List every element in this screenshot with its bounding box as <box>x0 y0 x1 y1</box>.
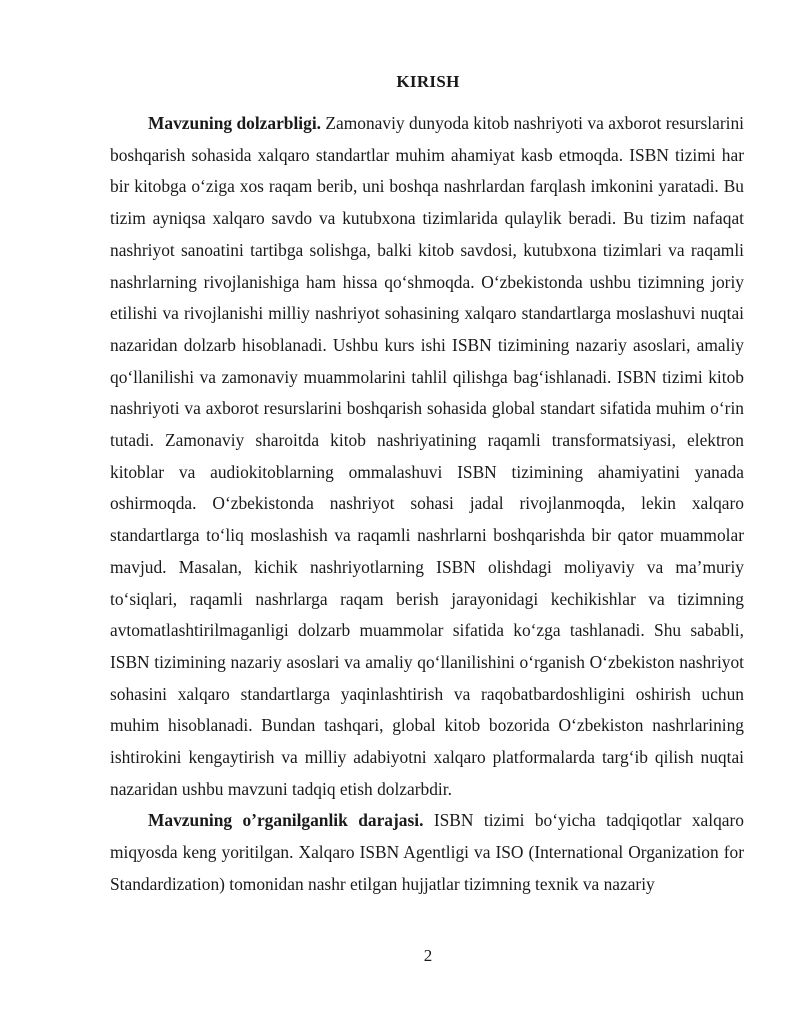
page-number: 2 <box>423 946 433 965</box>
paragraph-text: ISBN tizimi bo‘yicha tadqiqotlar xalqaro miqyosda keng yoritilgan. Xalqaro ISBN Agentligi va ISO (International Organization for Standardization) tomonidan nashr etilgan hujjatlar tizimning texnik va nazariy <box>110 810 744 894</box>
paragraph-relevance <box>110 108 744 805</box>
paragraph-lead: Mavzuning dolzarbligi. <box>148 113 322 133</box>
body-text <box>110 108 744 901</box>
paragraph-study-level <box>110 805 744 900</box>
paragraph-lead: Mavzuning o’rganilganlik darajasi. <box>148 810 424 831</box>
section-heading: KIRISH <box>396 72 460 91</box>
paragraph-text: Zamonaviy dunyoda kitob nashriyoti va axborot resurslarini boshqarish sohasida xalqaro standartlar muhim ahamiyat kasb etmoqda. ISBN tizimi har bir kitobga o‘ziga xos raqam berib, uni boshqa nashrlardan farqlash imkonini yaratadi. Bu tizim ayniqsa xalqaro savdo va kutubxona tizimlarida qulaylik beradi. Bu tizim nafaqat nashriyot sanoatini tartibga solishga, balki kitob savdosi, kutubxona tizimlari va raqamli nashrlarning rivojlanishiga ham hissa qo‘shmoqda. O‘zbekistonda ushbu tizimning joriy etilishi va rivojlanishi milliy nashriyot sohasining xalqaro standartlarga moslashuvi nuqtai nazaridan dolzarb hisoblanadi. Ushbu kurs ishi ISBN tizimining nazariy asoslari, amaliy qo‘llanilishi va zamonaviy muammolarini tahlil qilishga bag‘ishlanadi. ISBN tizimi kitob nashriyoti va axborot resurslarini boshqarish sohasida global standart sifatida muhim o‘rin tutadi. Zamonaviy sharoitda kitob nashriyatining raqamli transformatsiyasi, elektron kitoblar va audiokitoblarning ommalashuvi ISBN tizimining ahamiyatini yanada oshirmoqda. O‘zbekistonda nashriyot sohasi jadal rivojlanmoqda, lekin xalqaro standartlarga to‘liq moslashish va raqamli nashrlarni boshqarishda bir qator muammolar mavjud. Masalan, kichik nashriyotlarning ISBN olishdagi moliyaviy va ma’muriy to‘siqlari, raqamli nashrlarga raqam berish jarayonidagi kechikishlar va tizimning avtomatlashtirilmaganligi dolzarb muammolar sifatida ko‘zga tashlanadi. Shu sababli, ISBN tizimining nazariy asoslari va amaliy qo‘llanilishini o‘rganish O‘zbekiston nashriyot sohasini xalqaro standartlarga yaqinlashtirish va raqobatbardoshligini oshirish uchun muhim hisoblanadi. Bundan tashqari, global kitob bozorida O‘zbekiston nashrlarining ishtirokini kengaytirish va milliy adabiyotni xalqaro platformalarda targ‘ib qilish nuqtai nazaridan ushbu mavzuni tadqiq etish dolzarbdir. <box>110 113 744 799</box>
